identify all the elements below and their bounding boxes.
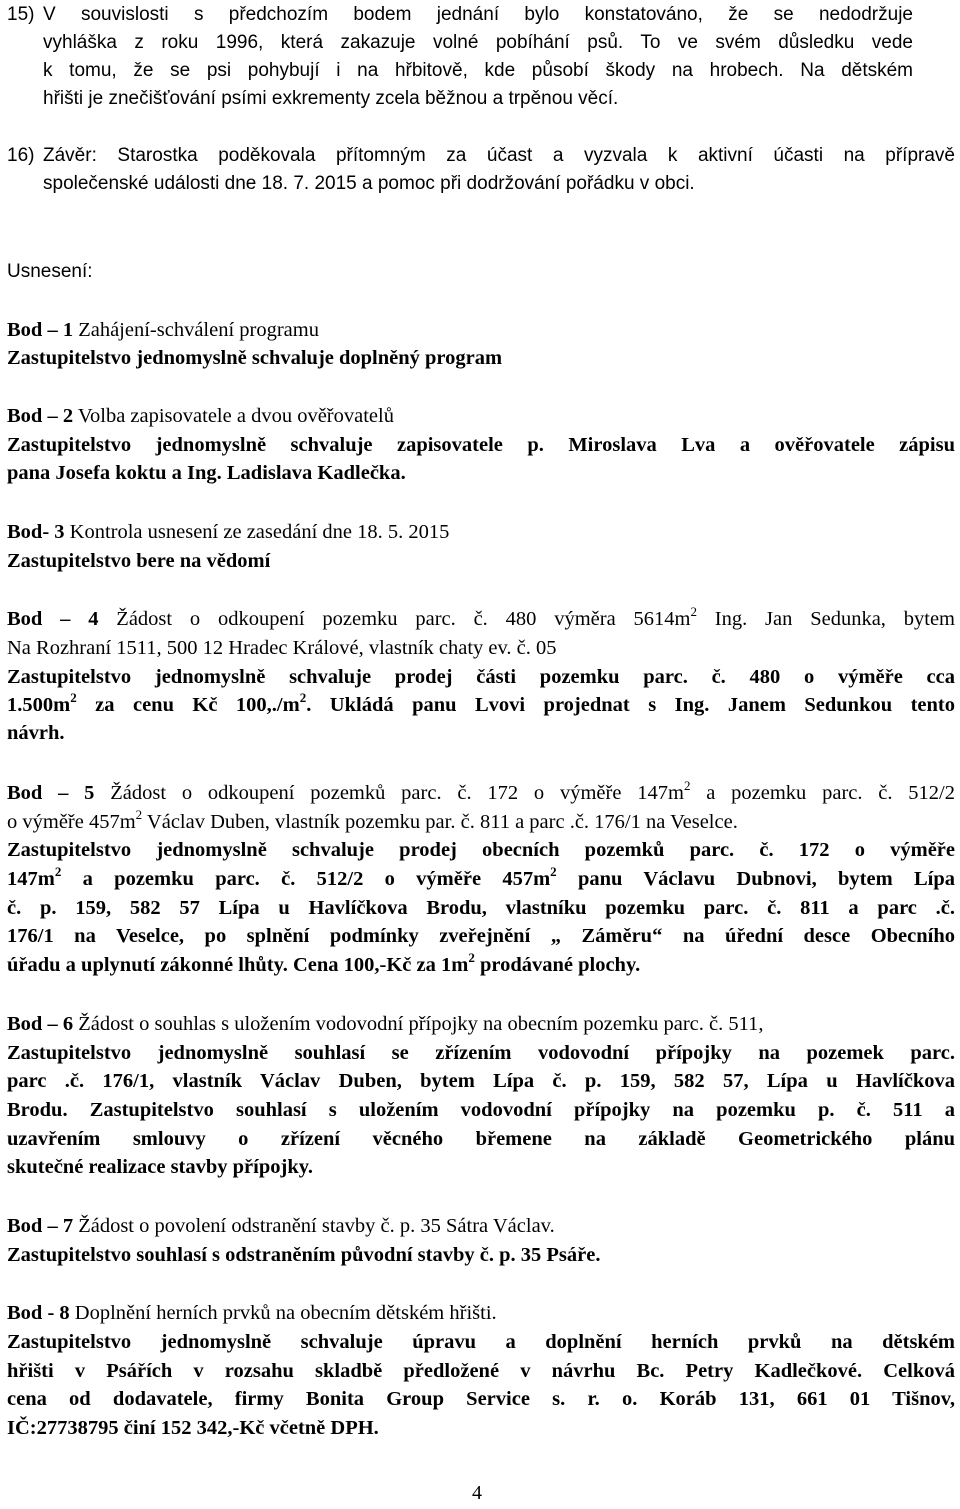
bod-2-heading xyxy=(7,403,394,429)
bod-label: Bod xyxy=(7,1215,43,1237)
bod-label: Bod- 3 xyxy=(7,521,65,543)
bod-8-resolution-line: Zastupitelstvo jednomyslně schvaluje úpravu a doplnění herních prvků na dětském xyxy=(7,1331,955,1353)
item-text-line: V souvislosti s předchozím bodem jednání bylo konstatováno, že se nedodržuje xyxy=(43,4,913,25)
bod-3-resolution: Zastupitelstvo bere na vědomí xyxy=(7,550,271,572)
text-segment: Václav Duben, vlastník pozemku par. č. 811 a parc .č. 176/1 na Veselce. xyxy=(142,811,738,833)
superscript: 2 xyxy=(135,807,143,823)
bod-number: – 7 xyxy=(42,1215,74,1237)
item-text-line: společenské události dne 18. 7. 2015 a pomoc při dodržování pořádku v obci. xyxy=(43,173,695,194)
bod-1-resolution: Zastupitelstvo jednomyslně schvaluje doplněný program xyxy=(7,347,503,369)
bod-2-resolution-line: pana Josefa koktu a Ing. Ladislava Kadlečka. xyxy=(7,462,406,484)
bod-title-cont: Ing. Jan Sedunka, bytem xyxy=(696,608,955,630)
bod-title: Žádost o odkoupení pozemků parc. č. 172 o výměře 147m xyxy=(94,782,684,804)
bod-number: – 2 xyxy=(42,405,74,427)
text-segment: 147m xyxy=(7,868,55,890)
bod-6-resolution-line: uzavřením smlouvy o zřízení věcného břemene na základě Geometrického plánu xyxy=(7,1128,955,1150)
bod-title-cont: a pozemku parc. č. 512/2 xyxy=(690,782,956,804)
bod-6-resolution-line: Zastupitelstvo jednomyslně souhlasí se zřízením vodovodní přípojky na pozemek parc. xyxy=(7,1042,955,1064)
bod-8-heading xyxy=(7,1300,497,1326)
bod-6-resolution-line: parc .č. 176/1, vlastník Václav Duben, bytem Lípa č. p. 159, 582 57, Lípa u Havlíčkova xyxy=(7,1070,955,1092)
bod-5-line xyxy=(7,809,738,835)
bod-number: – 6 xyxy=(42,1013,74,1035)
bod-title: Doplnění herních prvků na obecním dětském hřišti. xyxy=(69,1302,497,1324)
bod-number: – 1 xyxy=(42,319,74,341)
bod-7-resolution: Zastupitelstvo souhlasí s odstraněním původní stavby č. p. 35 Psáře. xyxy=(7,1244,601,1266)
item-text-line: vyhláška z roku 1996, která zakazuje volné pobíhání psů. To ve svém důsledku vede xyxy=(43,32,913,53)
item-number: 15) xyxy=(7,4,35,25)
text-segment: a pozemku parc. č. 512/2 o výměře 457m xyxy=(61,868,551,890)
text-segment: prodávané plochy. xyxy=(474,954,641,976)
item-number: 16) xyxy=(7,145,35,166)
bod-1-heading xyxy=(7,317,319,343)
text-segment: panu Václavu Dubnovi, bytem Lípa xyxy=(556,868,955,890)
superscript: 2 xyxy=(54,864,62,880)
item-text-line: hřišti je znečišťování psími exkrementy zcela běžnou a trpěnou věcí. xyxy=(43,88,619,109)
bod-6-resolution-line: Brodu. Zastupitelstvo souhlasí s uložením vodovodní přípojky na pozemku p. č. 511 a xyxy=(7,1099,955,1121)
text-segment: . Ukládá panu Lvovi projednat s Ing. Janem Sedunkou tento xyxy=(306,694,956,716)
bod-title: Žádost o souhlas s uložením vodovodní přípojky na obecním pozemku parc. č. 511, xyxy=(73,1013,764,1035)
bod-label: Bod - 8 xyxy=(7,1302,70,1324)
bod-title: Kontrola usnesení ze zasedání dne 18. 5. 2015 xyxy=(64,521,450,543)
bod-4-resolution-line: Zastupitelstvo jednomyslně schvaluje prodej části pozemku parc. č. 480 o výměře cca xyxy=(7,666,955,688)
bod-2-resolution-line: Zastupitelstvo jednomyslně schvaluje zapisovatele p. Miroslava Lva a ověřovatele zápisu xyxy=(7,434,955,456)
item-text-line: Závěr: Starostka poděkovala přítomným za účast a vyzvala k aktivní účasti na přípravě xyxy=(43,145,955,166)
bod-6-heading xyxy=(7,1011,764,1037)
superscript: 2 xyxy=(299,690,307,706)
text-segment: o výměře 457m xyxy=(7,811,136,833)
bod-4-heading xyxy=(7,606,955,632)
resolutions-heading: Usnesení: xyxy=(7,261,93,282)
bod-3-heading xyxy=(7,519,449,545)
bod-title: Žádost o odkoupení pozemku parc. č. 480 výměra 5614m xyxy=(98,608,691,630)
superscript: 2 xyxy=(70,690,77,706)
bod-number: – 5 xyxy=(42,782,95,804)
bod-8-resolution-line: hřišti v Psářích v rozsahu skladbě předložené v návrhu Bc. Petry Kadlečkové. Celková xyxy=(7,1360,955,1382)
bod-label: Bod xyxy=(7,405,43,427)
bod-label: Bod xyxy=(7,782,43,804)
superscript: 2 xyxy=(550,864,557,880)
bod-5-resolution-line xyxy=(7,952,640,978)
bod-label: Bod xyxy=(7,1013,43,1035)
bod-title: Zahájení-schválení programu xyxy=(73,319,319,341)
bod-8-resolution-line: cena od dodavatele, firmy Bonita Group Service s. r. o. Koráb 131, 661 01 Tišnov, xyxy=(7,1388,955,1410)
bod-5-resolution-line: Zastupitelstvo jednomyslně schvaluje prodej obecních pozemků parc. č. 172 o výměře xyxy=(7,839,955,861)
bod-title: Volba zapisovatele a dvou ověřovatelů xyxy=(73,405,394,427)
text-segment: úřadu a uplynutí zákonné lhůty. Cena 100,-Kč za 1m xyxy=(7,954,469,976)
bod-label: Bod xyxy=(7,608,43,630)
bod-label: Bod xyxy=(7,319,43,341)
bod-5-resolution-line: 176/1 na Veselce, po splnění podmínky zveřejnění „ Záměru“ na úřední desce Obecního xyxy=(7,925,955,947)
superscript: 2 xyxy=(690,604,697,620)
text-segment: 1.500m xyxy=(7,694,71,716)
text-segment: za cenu Kč 100,./m xyxy=(76,694,300,716)
bod-4-resolution-line: návrh. xyxy=(7,722,65,744)
bod-5-heading xyxy=(7,780,955,806)
item-text-line: k tomu, že se psi pohybují i na hřbitově, kde působí škody na hrobech. Na dětském xyxy=(43,60,913,81)
superscript: 2 xyxy=(468,950,475,966)
bod-7-heading xyxy=(7,1213,555,1239)
bod-8-resolution-line: IČ:27738795 činí 152 342,-Kč včetně DPH. xyxy=(7,1417,379,1439)
superscript: 2 xyxy=(683,778,691,794)
page-number: 4 xyxy=(472,1482,482,1504)
bod-title: Žádost o povolení odstranění stavby č. p. 35 Sátra Václav. xyxy=(73,1215,555,1237)
bod-5-resolution-line xyxy=(7,866,955,892)
bod-4-line: Na Rozhraní 1511, 500 12 Hradec Králové, vlastník chaty ev. č. 05 xyxy=(7,637,557,659)
bod-4-resolution-line xyxy=(7,692,955,718)
bod-number: – 4 xyxy=(42,608,99,630)
bod-5-resolution-line: č. p. 159, 582 57 Lípa u Havlíčkova Brodu, vlastníku pozemku parc. č. 811 a parc .č. xyxy=(7,897,955,919)
bod-6-resolution-line: skutečné realizace stavby přípojky. xyxy=(7,1156,313,1178)
